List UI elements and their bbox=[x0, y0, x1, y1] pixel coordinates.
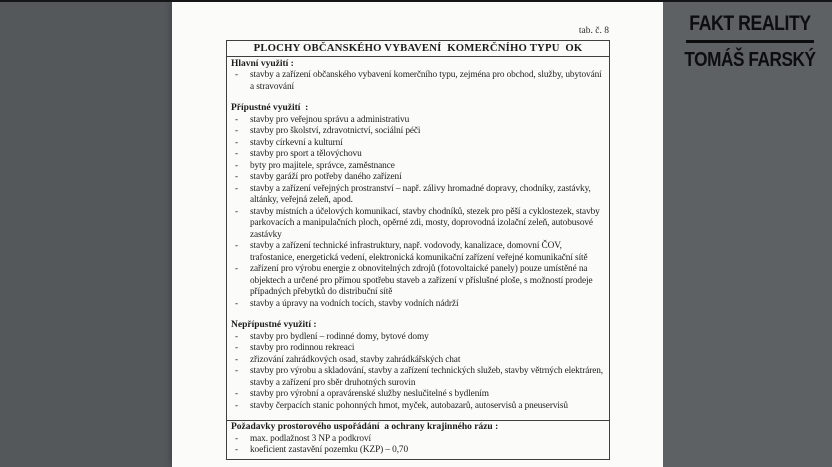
list-item: - stavby a zařízení veřejných prostranství – např. zálivy hromadné dopravy, chodníky, zastávky, altánky, veřejná zeleň, apod. bbox=[231, 184, 603, 207]
brand-company-name: FAKT REALITY bbox=[689, 12, 811, 35]
section-heading: Požadavky prostorového uspořádání a ochrany krajinného rázu : bbox=[231, 422, 499, 432]
list-item: - koeficient zastavění pozemku (KZP) – 0,70 bbox=[231, 445, 603, 457]
list-item: - stavby pro rodinnou rekreaci bbox=[231, 343, 603, 355]
section-heading: Přípustné využití : bbox=[231, 103, 309, 113]
section-heading: Hlavní využití : bbox=[231, 58, 294, 69]
list-item: - stavby čerpacích stanic pohonných hmot, myček, autobazarů, autoservisů a pneuservisů bbox=[231, 401, 603, 413]
list-item: - max. podlažnost 3 NP a podkroví bbox=[231, 434, 603, 446]
brand-person-name: TOMÁŠ FARSKÝ bbox=[684, 48, 816, 71]
section-item-list bbox=[231, 434, 603, 457]
top-edge-line bbox=[0, 0, 832, 2]
list-item: - zařízení pro výrobu energie z obnovitelných zdrojů (fotovoltaické panely) pouze umístěné na objektech a určené pro přímou spotřebu staveb a zařízení v příslušné ploše, s možností prodeje případných přebytků do distribuční sítě bbox=[231, 264, 603, 299]
list-item: - stavby pro výrobu a skladování, stavby a zařízení technických služeb, stavby větrných elektráren, stavby a zařízení pro sběr druhotných surovin bbox=[231, 366, 603, 389]
list-item: - stavby církevní a kulturní bbox=[231, 138, 603, 150]
list-item: - stavby pro sport a tělovýchovu bbox=[231, 149, 603, 161]
list-item: - stavby pro veřejnou správu a administrativu bbox=[231, 115, 603, 127]
list-item: - stavby a úpravy na vodních tocích, stavby vodních nádrží bbox=[231, 299, 603, 311]
table-title: PLOCHY OBČANSKÉHO VYBAVENÍ KOMERČNÍHO TYPU OK bbox=[227, 41, 609, 57]
table-number-label: tab. č. 8 bbox=[578, 26, 609, 36]
left-filler-panel bbox=[0, 0, 172, 467]
section-item-list bbox=[231, 332, 603, 413]
list-item: - stavby a zařízení technické infrastruktury, např. vodovody, kanalizace, domovní ČOV, trafostanice, energetická vedení, elektronická komunikační zařízení veřejné komunikační sítě bbox=[231, 241, 603, 264]
list-item: - stavby místních a účelových komunikací, stavby chodníků, stezek pro pěší a cyklostezek, stavby parkovacích a manipulačních ploch, opěrné zdi, mosty, doprovodná izolační zeleň, autobusové zastávky bbox=[231, 207, 603, 242]
list-item: - stavby pro bydlení – rodinné domy, bytové domy bbox=[231, 332, 603, 344]
section-impermissible-use bbox=[231, 320, 603, 412]
list-item: - byty pro majitele, správce, zaměstnance bbox=[231, 161, 603, 173]
brand-block bbox=[668, 12, 832, 71]
list-item: - stavby garáží pro potřeby daného zařízení bbox=[231, 172, 603, 184]
table-body-cell bbox=[227, 58, 609, 421]
list-item: - stavby pro školství, zdravotnictví, sociální péči bbox=[231, 126, 603, 138]
section-item-list bbox=[231, 70, 603, 93]
list-item: - stavby a zařízení občanského vybavení komerčního typu, zejména pro obchod, služby, ubytování a stravování bbox=[231, 70, 603, 93]
list-item: - stavby pro výrobní a opravárenské služby neslučitelné s bydlením bbox=[231, 389, 603, 401]
document-page bbox=[172, 0, 663, 467]
brand-divider-line bbox=[686, 40, 814, 43]
section-permitted-use bbox=[231, 103, 603, 310]
list-item: - zřizování zahrádkových osad, stavby zahrádkářských chat bbox=[231, 355, 603, 367]
table-footer-cell bbox=[227, 420, 609, 459]
section-main-use bbox=[231, 59, 603, 94]
section-item-list bbox=[231, 115, 603, 311]
section-heading: Nepřípustné využití : bbox=[231, 320, 317, 330]
zoning-table bbox=[226, 40, 610, 460]
